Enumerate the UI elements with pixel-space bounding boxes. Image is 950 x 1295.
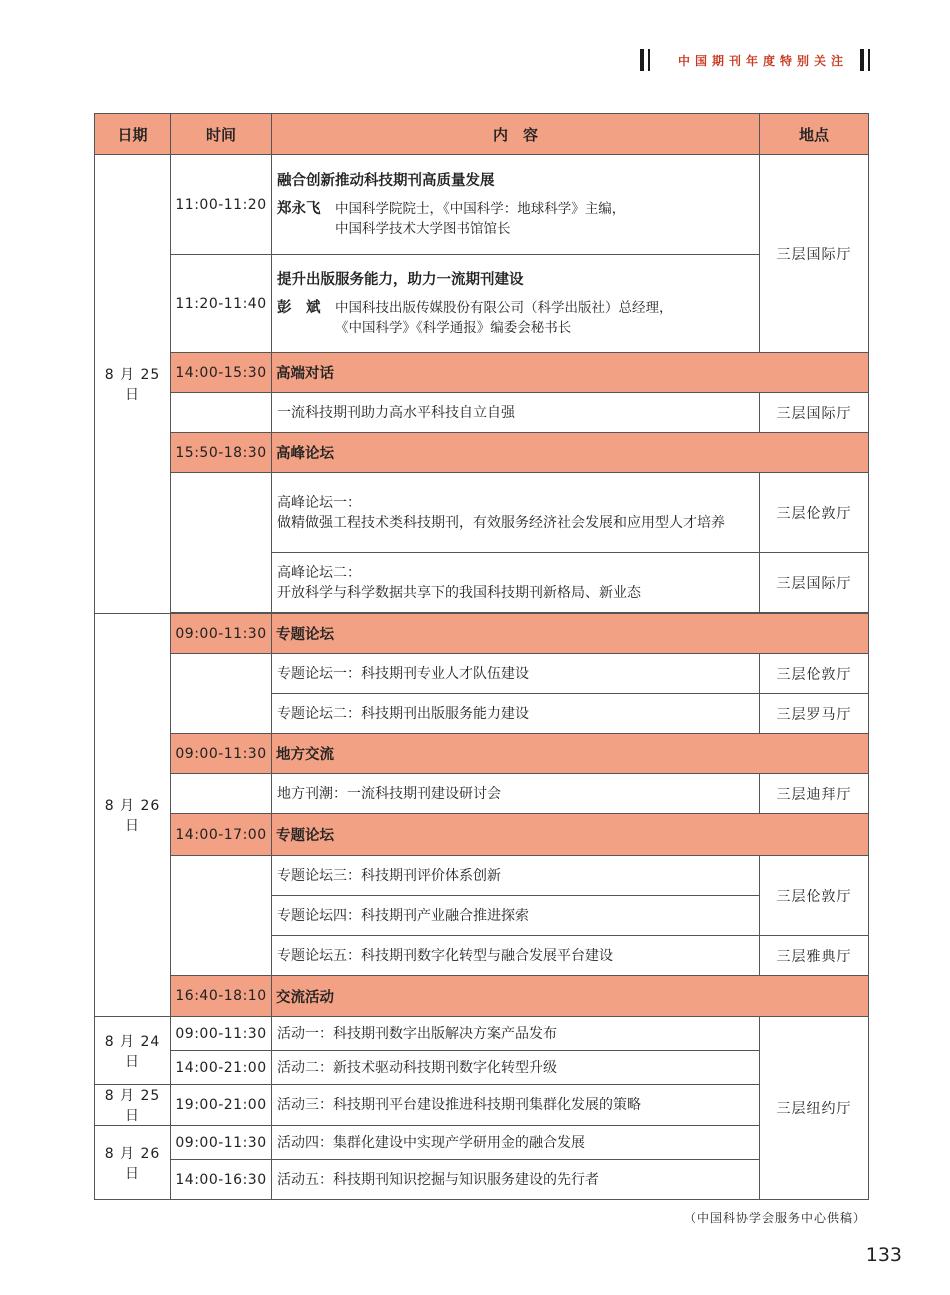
col-content: 内 容	[272, 114, 760, 155]
talk-2-speaker-line	[277, 298, 759, 338]
activity-content: 活动二：新技术驱动科技期刊数字化转型升级	[272, 1051, 760, 1085]
talk-1-speaker: 郑永飞	[277, 200, 321, 217]
table-row	[95, 1160, 869, 1200]
activity-content: 活动三：科技期刊平台建设推进科技期刊集群化发展的策略	[272, 1085, 760, 1126]
band-title: 地方交流	[272, 734, 869, 774]
date-cell-25: 8 月 25 日	[95, 155, 171, 614]
band-time: 15:50-18:30	[171, 433, 272, 473]
table-row	[95, 654, 869, 694]
table-row	[95, 393, 869, 433]
activity-content: 活动四：集群化建设中实现产学研用金的融合发展	[272, 1126, 760, 1160]
table-row	[95, 1085, 869, 1126]
header-bar-right	[860, 49, 864, 71]
activity-content: 活动一：科技期刊数字出版解决方案产品发布	[272, 1017, 760, 1051]
activity-time: 19:00-21:00	[171, 1085, 272, 1126]
talk-1-speaker-line	[277, 199, 759, 239]
venue-cell: 三层迪拜厅	[760, 774, 869, 814]
table-row	[95, 155, 869, 255]
summit-2-label: 高峰论坛二：	[277, 564, 361, 581]
band-time: 16:40-18:10	[171, 976, 272, 1017]
page-number: 133	[865, 1244, 902, 1266]
talk-2-speaker-info	[335, 298, 673, 338]
page-header	[638, 46, 872, 74]
band-time: 14:00-17:00	[171, 814, 272, 856]
summit-2-topic: 开放科学与科学数据共享下的我国科技期刊新格局、新业态	[277, 584, 641, 601]
activities-venue: 三层纽约厅	[760, 1017, 869, 1200]
schedule-table	[94, 113, 869, 1200]
band-title: 高峰论坛	[272, 433, 869, 473]
source-note: （中国科协学会服务中心供稿）	[683, 1211, 866, 1225]
band-time: 14:00-15:30	[171, 353, 272, 393]
content-cell: 专题论坛二：科技期刊出版服务能力建设	[272, 694, 760, 734]
talk-2-cell	[272, 255, 760, 353]
empty-time-cell	[171, 473, 272, 613]
venue-cell: 三层伦敦厅	[760, 473, 869, 553]
section-band	[95, 734, 869, 774]
section-band	[95, 433, 869, 473]
talk-1-info-line-1: 中国科学院院士，《中国科学：地球科学》主编，	[335, 200, 626, 217]
time-cell: 11:00-11:20	[171, 155, 272, 255]
col-time: 时间	[171, 114, 272, 155]
header-bar-left-thin	[648, 49, 650, 71]
band-time: 09:00-11:30	[171, 614, 272, 654]
col-venue: 地点	[760, 114, 869, 155]
venue-cell: 三层国际厅	[760, 553, 869, 613]
content-cell: 专题论坛五：科技期刊数字化转型与融合发展平台建设	[272, 936, 760, 976]
talk-2-info-line-2: 《中国科学》《科学通报》编委会秘书长	[335, 319, 572, 336]
table-row	[95, 1126, 869, 1160]
talk-2-title: 提升出版服务能力，助力一流期刊建设	[277, 271, 524, 288]
section-band	[95, 814, 869, 856]
summit-2-cell	[272, 553, 760, 613]
content-cell: 一流科技期刊助力高水平科技自立自强	[272, 393, 760, 433]
band-title: 高端对话	[272, 353, 869, 393]
venue-cell: 三层伦敦厅	[760, 856, 869, 936]
talk-1-cell	[272, 155, 760, 255]
talk-1-info-line-2: 中国科学技术大学图书馆馆长	[335, 220, 511, 237]
table-header-row	[95, 114, 869, 155]
activity-time: 09:00-11:30	[171, 1126, 272, 1160]
content-cell: 地方刊潮：一流科技期刊建设研讨会	[272, 774, 760, 814]
band-title: 交流活动	[272, 976, 869, 1017]
talk-2-info-line-1: 中国科技出版传媒股份有限公司（科学出版社）总经理，	[335, 299, 673, 316]
talk-1-title: 融合创新推动科技期刊高质量发展	[277, 172, 495, 189]
empty-time-cell	[171, 856, 272, 976]
content-cell: 专题论坛三：科技期刊评价体系创新	[272, 856, 760, 896]
activity-time: 14:00-16:30	[171, 1160, 272, 1200]
activity-date: 8 月 25 日	[95, 1085, 171, 1126]
talk-2-speaker: 彭 斌	[277, 299, 321, 316]
table-row	[95, 774, 869, 814]
date-cell-26: 8 月 26 日	[95, 614, 171, 1017]
time-cell: 11:20-11:40	[171, 255, 272, 353]
empty-time-cell	[171, 774, 272, 814]
venue-cell: 三层国际厅	[760, 155, 869, 353]
header-title: 中国期刊年度特别关注	[677, 53, 848, 68]
content-cell: 专题论坛四：科技期刊产业融合推进探索	[272, 896, 760, 936]
section-band	[95, 614, 869, 654]
content-cell: 专题论坛一：科技期刊专业人才队伍建设	[272, 654, 760, 694]
empty-time-cell	[171, 393, 272, 433]
summit-1-topic: 做精做强工程技术类科技期刊，有效服务经济社会发展和应用型人才培养	[277, 514, 725, 531]
table-row	[95, 856, 869, 896]
band-title: 专题论坛	[272, 614, 869, 654]
band-time: 09:00-11:30	[171, 734, 272, 774]
col-date: 日期	[95, 114, 171, 155]
venue-cell: 三层雅典厅	[760, 936, 869, 976]
summit-1-label: 高峰论坛一：	[277, 494, 361, 511]
venue-cell: 三层罗马厅	[760, 694, 869, 734]
table-row	[95, 1051, 869, 1085]
band-title: 专题论坛	[272, 814, 869, 856]
section-band	[95, 976, 869, 1017]
venue-cell: 三层国际厅	[760, 393, 869, 433]
activity-content: 活动五：科技期刊知识挖掘与知识服务建设的先行者	[272, 1160, 760, 1200]
table-row	[95, 473, 869, 553]
activity-time: 14:00-21:00	[171, 1051, 272, 1085]
header-bar-left	[640, 49, 644, 71]
table-row	[95, 1017, 869, 1051]
summit-1-cell	[272, 473, 760, 553]
activity-date: 8 月 24 日	[95, 1017, 171, 1085]
talk-1-speaker-info	[335, 199, 625, 239]
table-row	[95, 255, 869, 353]
header-bar-right-thin	[868, 49, 870, 71]
empty-time-cell	[171, 654, 272, 734]
activity-time: 09:00-11:30	[171, 1017, 272, 1051]
activity-date: 8 月 26 日	[95, 1126, 171, 1200]
venue-cell: 三层伦敦厅	[760, 654, 869, 694]
section-band	[95, 353, 869, 393]
